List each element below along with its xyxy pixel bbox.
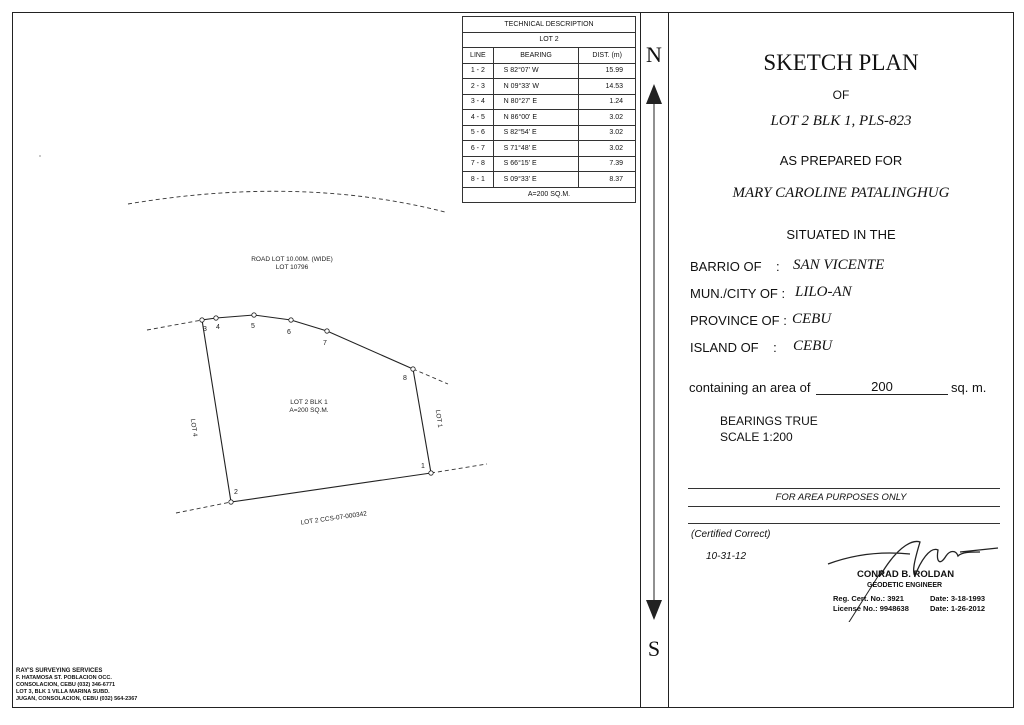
scale-note: SCALE 1:200: [720, 430, 793, 444]
header-line: LINE: [463, 48, 494, 64]
engineer-name: CONRAD B. ROLDAN: [857, 569, 955, 580]
corner-label-7: 7: [323, 340, 327, 347]
table-area: A=200 SQ.M.: [463, 187, 636, 203]
lot-1-label: LOT 1: [433, 409, 444, 429]
island-value: CEBU: [793, 338, 833, 354]
plan-title: SKETCH PLAN: [763, 50, 919, 75]
license-no: License No.: 9948638: [833, 604, 909, 613]
area-value: 200: [816, 379, 948, 395]
prepared-for-label: AS PREPARED FOR: [779, 153, 903, 168]
corner-1: [429, 471, 433, 475]
of-label: OF: [832, 88, 850, 102]
bottom-lot-label: LOT 2 CCS-07-000342: [300, 510, 368, 527]
road-label: ROAD LOT 10.00M. (WIDE): [251, 256, 333, 263]
corner-label-3: 3: [203, 326, 207, 333]
road-boundary-east: [413, 369, 448, 384]
situated-label: SITUATED IN THE: [786, 227, 896, 242]
corner-label-8: 8: [403, 375, 407, 382]
certified-label: (Certified Correct): [691, 529, 771, 540]
header-distance: DIST. (m): [579, 48, 636, 64]
north-south-arrow: [640, 12, 668, 708]
mun-value: LILO-AN: [795, 284, 852, 300]
table-row: 6 - 7 S 71°48' E 3.02: [463, 141, 636, 157]
company-block: [16, 668, 137, 703]
corner-4: [214, 316, 218, 320]
rule-middle: [688, 506, 1000, 507]
mun-label: MUN./CITY OF :: [690, 286, 786, 301]
bottom-boundary-east: [431, 464, 487, 473]
area-unit: sq. m.: [951, 380, 987, 395]
bottom-boundary-west: [176, 502, 231, 513]
table-row: 5 - 6 S 82°54' E 3.02: [463, 125, 636, 141]
bearings-note: BEARINGS TRUE: [720, 414, 818, 428]
table-lot: LOT 2: [463, 32, 636, 48]
table-row: 7 - 8 S 66°15' E 7.39: [463, 156, 636, 172]
area-prefix: containing an area of: [689, 380, 811, 395]
technical-description-table: [462, 16, 636, 203]
lot-4-label: LOT 4: [188, 418, 199, 438]
reg-cert: Reg. Cert. No.: 3921: [833, 594, 904, 603]
province-label: PROVINCE OF :: [690, 313, 787, 328]
north-label: N: [646, 42, 662, 67]
corner-8: [411, 367, 415, 371]
rule-bottom: [688, 523, 1000, 524]
corner-label-2: 2: [234, 489, 238, 496]
header-bearing: BEARING: [493, 48, 579, 64]
table-row: 4 - 5 N 86°00' E 3.02: [463, 110, 636, 126]
corner-5: [252, 313, 256, 317]
table-row: 2 - 3 N 09°33' W 14.53: [463, 79, 636, 95]
corner-7: [325, 329, 329, 333]
certified-date: 10-31-12: [706, 551, 747, 562]
south-label: S: [647, 636, 661, 661]
table-row: 1 - 2 S 82°07' W 15.99: [463, 63, 636, 79]
corner-label-1: 1: [421, 463, 425, 470]
owner-name: MARY CAROLINE PATALINGHUG: [732, 185, 950, 201]
lot-reference: LOT 2 BLK 1, PLS-823: [770, 113, 912, 129]
province-value: CEBU: [792, 311, 832, 327]
north-arrowhead: [646, 84, 662, 104]
company-line-2: CONSOLACION, CEBU (032) 346-6771: [16, 682, 116, 688]
road-lot-label: LOT 10796: [275, 264, 309, 271]
table-title: TECHNICAL DESCRIPTION: [463, 17, 636, 33]
road-upper-boundary: [128, 191, 445, 212]
corner-2: [229, 500, 233, 504]
barrio-value: SAN VICENTE: [793, 257, 885, 273]
purpose-note: FOR AREA PURPOSES ONLY: [775, 492, 907, 503]
company-line-4: JUGAN, CONSOLACION, CEBU (032) 564-2367: [16, 696, 138, 702]
license-date: Date: 1-26-2012: [930, 604, 986, 613]
company-name: RAY'S SURVEYING SERVICES: [16, 668, 103, 674]
company-line-3: LOT 3, BLK 1 VILLA MARINA SUBD.: [16, 689, 110, 695]
island-label: ISLAND OF :: [690, 340, 777, 355]
rule-top: [688, 488, 1000, 489]
corner-3: [200, 318, 204, 322]
corner-6: [289, 318, 293, 322]
corner-label-6: 6: [287, 329, 291, 336]
reg-date: Date: 3-18-1993: [930, 594, 986, 603]
lot-area-label: A=200 SQ.M.: [289, 407, 329, 414]
road-boundary-west: [147, 320, 202, 330]
corner-label-4: 4: [216, 324, 220, 331]
table-row: 3 - 4 N 80°27' E 1.24: [463, 94, 636, 110]
table-row: 8 - 1 S 09°33' E 8.37: [463, 172, 636, 188]
lot-label: LOT 2 BLK 1: [290, 399, 328, 406]
engineer-title: GEODETIC ENGINEER: [867, 582, 943, 589]
south-arrowhead: [646, 600, 662, 620]
barrio-label: BARRIO OF :: [690, 259, 780, 274]
company-line-1: F. HATAMOSA ST. POBLACION OCC.: [16, 675, 112, 681]
corner-label-5: 5: [251, 323, 255, 330]
